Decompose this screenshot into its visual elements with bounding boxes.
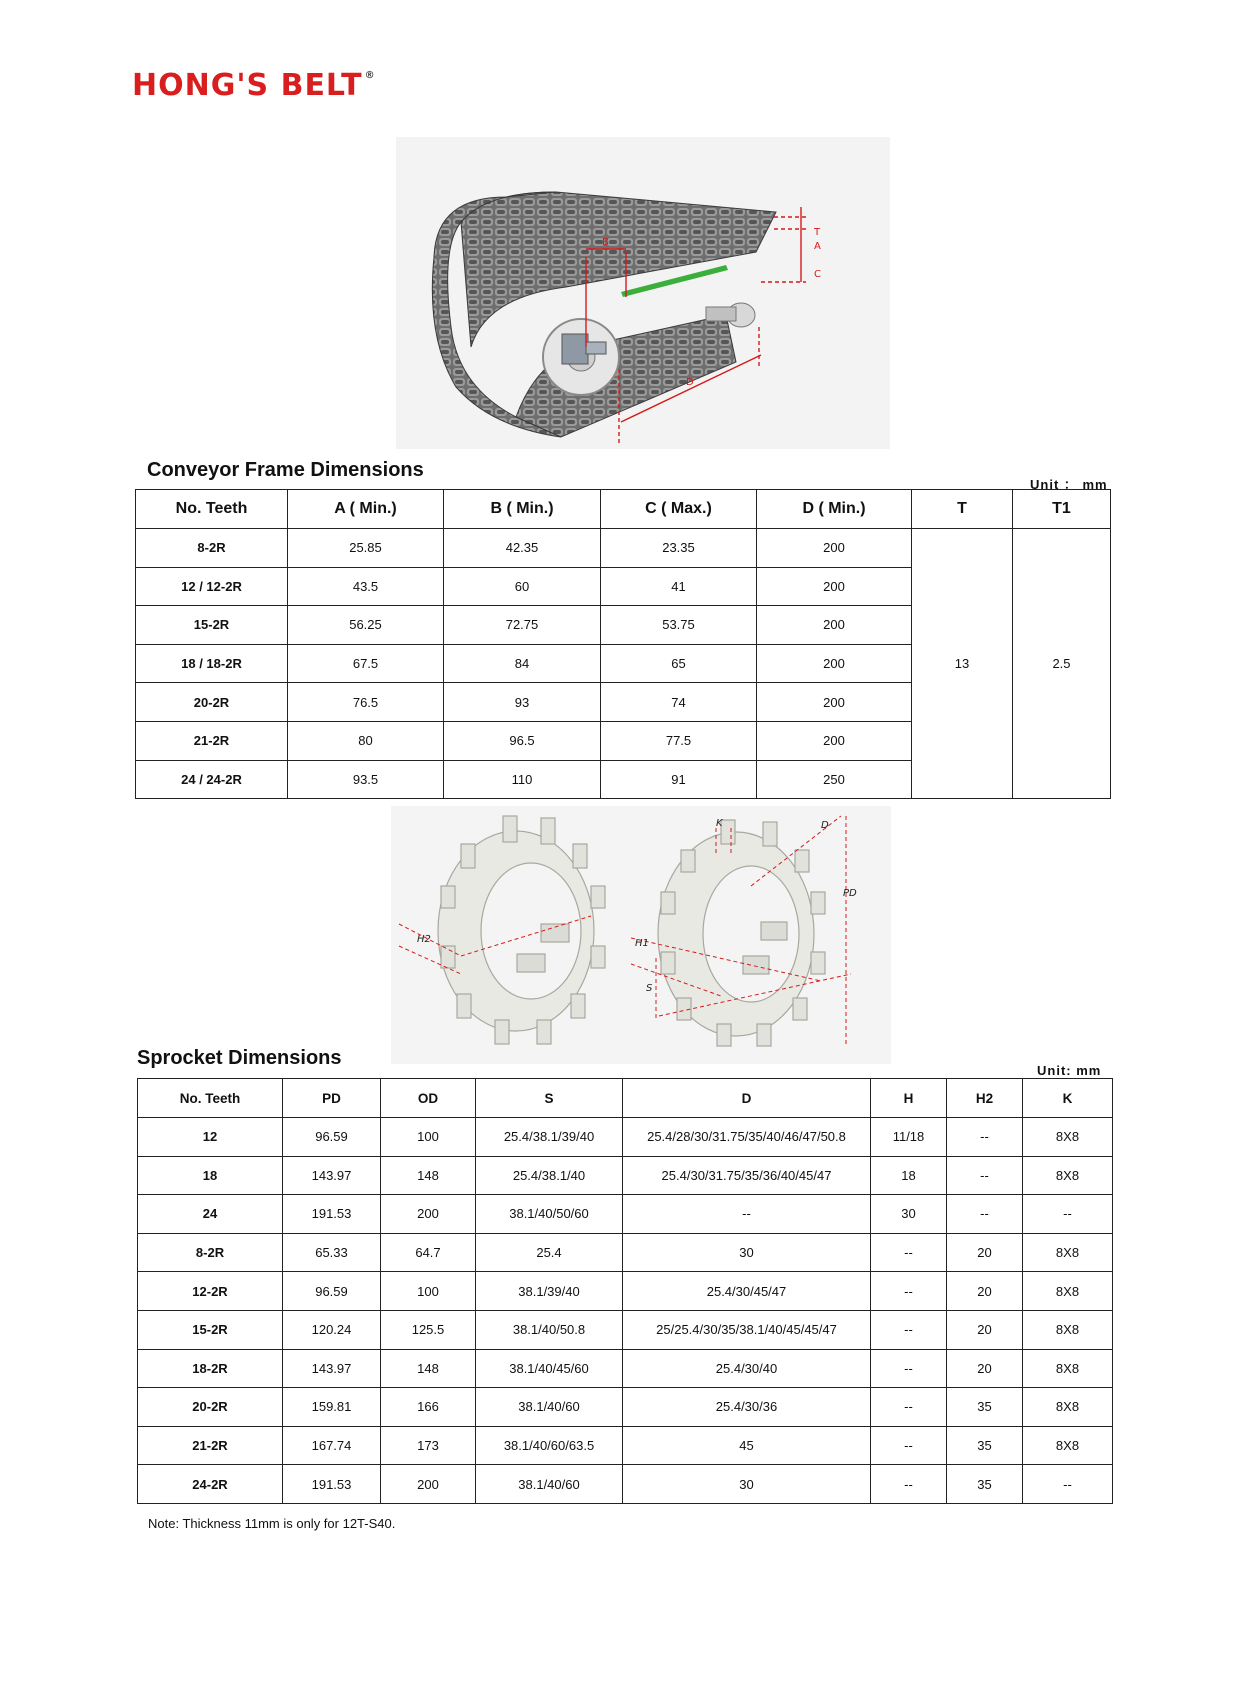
table-cell: 35 (947, 1388, 1023, 1427)
col-header: A ( Min.) (288, 490, 444, 529)
table-cell: 93.5 (288, 760, 444, 799)
table-row (136, 529, 1111, 568)
table-cell: 96.5 (444, 721, 601, 760)
label-b: B (602, 237, 609, 248)
sprocket-drawing (391, 806, 891, 1064)
table-cell: 8X8 (1023, 1388, 1113, 1427)
label-h2: H2 (417, 934, 431, 945)
table-cell: -- (871, 1272, 947, 1311)
brand-name: HONG'S BELT (132, 68, 363, 103)
table-cell: 12 / 12-2R (136, 567, 288, 606)
table-cell: 8X8 (1023, 1349, 1113, 1388)
table-cell: 38.1/40/60/63.5 (476, 1426, 623, 1465)
col-header: K (1023, 1079, 1113, 1118)
table-cell: 15-2R (136, 606, 288, 645)
table-cell: 166 (381, 1388, 476, 1427)
table-cell: 20 (947, 1349, 1023, 1388)
table-cell: 38.1/40/60 (476, 1388, 623, 1427)
col-header: C ( Max.) (601, 490, 757, 529)
table-row (138, 1156, 1113, 1195)
col-header: T1 (1013, 490, 1111, 529)
table-cell: 167.74 (283, 1426, 381, 1465)
table-cell: 96.59 (283, 1118, 381, 1157)
table-cell: 250 (757, 760, 912, 799)
table-cell: -- (871, 1310, 947, 1349)
table-cell: -- (1023, 1195, 1113, 1234)
table-cell: 200 (381, 1465, 476, 1504)
table-row (138, 1118, 1113, 1157)
table-cell: 8X8 (1023, 1272, 1113, 1311)
table-cell: 18 (138, 1156, 283, 1195)
conveyor-belt-illustration (396, 137, 890, 449)
table-header-row (138, 1079, 1113, 1118)
table-cell: 38.1/39/40 (476, 1272, 623, 1311)
table-cell: 8X8 (1023, 1118, 1113, 1157)
table-cell: 64.7 (381, 1233, 476, 1272)
brand-logo (132, 68, 376, 103)
table-cell: 8-2R (138, 1233, 283, 1272)
table-cell: 148 (381, 1156, 476, 1195)
col-header: D (623, 1079, 871, 1118)
table-cell: -- (871, 1233, 947, 1272)
col-header: No. Teeth (136, 490, 288, 529)
table-cell: 8X8 (1023, 1156, 1113, 1195)
table-cell: 200 (757, 606, 912, 645)
col-header: B ( Min.) (444, 490, 601, 529)
table-row (138, 1426, 1113, 1465)
table-cell: 18 / 18-2R (136, 644, 288, 683)
table-cell: 65.33 (283, 1233, 381, 1272)
table-cell: 25.4/38.1/40 (476, 1156, 623, 1195)
table-cell: 110 (444, 760, 601, 799)
table-cell: 41 (601, 567, 757, 606)
sprocket-table (137, 1078, 1113, 1504)
table-cell: 43.5 (288, 567, 444, 606)
table-cell: 21-2R (138, 1426, 283, 1465)
label-k: K (716, 818, 723, 829)
table-cell: 38.1/40/50/60 (476, 1195, 623, 1234)
table-cell: 173 (381, 1426, 476, 1465)
table-cell: 65 (601, 644, 757, 683)
table-cell: 125.5 (381, 1310, 476, 1349)
table-cell: 20 (947, 1233, 1023, 1272)
label-h1: H1 (635, 938, 649, 949)
table-cell: 18 (871, 1156, 947, 1195)
table-cell: -- (871, 1426, 947, 1465)
table-cell: 148 (381, 1349, 476, 1388)
table-cell: 200 (381, 1195, 476, 1234)
table-cell: 24 (138, 1195, 283, 1234)
label-d: D (821, 820, 829, 831)
t1-value-cell: 2.5 (1013, 529, 1111, 799)
table-cell: -- (871, 1349, 947, 1388)
table-cell: 200 (757, 721, 912, 760)
table-row (138, 1195, 1113, 1234)
table-cell: 200 (757, 567, 912, 606)
table-cell: 91 (601, 760, 757, 799)
conveyor-frame-table (135, 489, 1111, 799)
table-cell: 120.24 (283, 1310, 381, 1349)
table-cell: 100 (381, 1118, 476, 1157)
table-cell: 25.4/38.1/39/40 (476, 1118, 623, 1157)
table-cell: 67.5 (288, 644, 444, 683)
frame-section-title: Conveyor Frame Dimensions (147, 459, 424, 481)
table-cell: 77.5 (601, 721, 757, 760)
table-cell: 25.4/30/36 (623, 1388, 871, 1427)
registered-mark: ® (364, 70, 376, 81)
table-cell: 25.85 (288, 529, 444, 568)
table-header-row (136, 490, 1111, 529)
table-cell: -- (871, 1465, 947, 1504)
table-cell: 42.35 (444, 529, 601, 568)
col-header: T (912, 490, 1013, 529)
table-cell: 35 (947, 1426, 1023, 1465)
table-cell: -- (871, 1388, 947, 1427)
col-header: OD (381, 1079, 476, 1118)
col-header: H (871, 1079, 947, 1118)
table-cell: 20-2R (136, 683, 288, 722)
table-cell: 45 (623, 1426, 871, 1465)
label-d: D (686, 377, 694, 388)
table-cell: 24 / 24-2R (136, 760, 288, 799)
table-row (138, 1233, 1113, 1272)
col-header: S (476, 1079, 623, 1118)
table-cell: 25.4 (476, 1233, 623, 1272)
table-cell: 8X8 (1023, 1426, 1113, 1465)
table-cell: 159.81 (283, 1388, 381, 1427)
table-cell: 53.75 (601, 606, 757, 645)
table-cell: 20-2R (138, 1388, 283, 1427)
table-cell: 143.97 (283, 1349, 381, 1388)
sprocket-section-title: Sprocket Dimensions (137, 1047, 342, 1069)
table-cell: 25.4/30/45/47 (623, 1272, 871, 1311)
table-cell: 96.59 (283, 1272, 381, 1311)
table-cell: 38.1/40/60 (476, 1465, 623, 1504)
table-cell: 20 (947, 1310, 1023, 1349)
table-cell: 74 (601, 683, 757, 722)
t-value-cell: 13 (912, 529, 1013, 799)
table-cell: 8X8 (1023, 1310, 1113, 1349)
table-cell: 30 (871, 1195, 947, 1234)
table-cell: -- (947, 1118, 1023, 1157)
table-cell: 38.1/40/50.8 (476, 1310, 623, 1349)
label-pd: PD (843, 888, 857, 899)
table-cell: 25.4/30/31.75/35/36/40/45/47 (623, 1156, 871, 1195)
label-a: A (814, 241, 821, 252)
table-row (138, 1310, 1113, 1349)
label-s: S (646, 983, 653, 994)
sprocket-illustration (391, 806, 891, 1064)
table-cell: 200 (757, 683, 912, 722)
label-c: C (814, 269, 821, 280)
table-cell: -- (623, 1195, 871, 1234)
table-row (138, 1349, 1113, 1388)
table-note: Note: Thickness 11mm is only for 12T-S40. (148, 1516, 396, 1531)
table-cell: -- (1023, 1465, 1113, 1504)
table-cell: 143.97 (283, 1156, 381, 1195)
table-cell: 25.4/30/40 (623, 1349, 871, 1388)
table-cell: 15-2R (138, 1310, 283, 1349)
table-cell: 200 (757, 529, 912, 568)
col-header: No. Teeth (138, 1079, 283, 1118)
table-cell: 30 (623, 1233, 871, 1272)
table-cell: 191.53 (283, 1195, 381, 1234)
table-row (138, 1465, 1113, 1504)
col-header: PD (283, 1079, 381, 1118)
table-cell: 18-2R (138, 1349, 283, 1388)
table-row (138, 1272, 1113, 1311)
table-cell: 56.25 (288, 606, 444, 645)
table-cell: 93 (444, 683, 601, 722)
label-t: T (814, 227, 821, 238)
table-cell: 25/25.4/30/35/38.1/40/45/45/47 (623, 1310, 871, 1349)
table-cell: 11/18 (871, 1118, 947, 1157)
col-header: H2 (947, 1079, 1023, 1118)
table-cell: 60 (444, 567, 601, 606)
table-cell: 21-2R (136, 721, 288, 760)
table-cell: 38.1/40/45/60 (476, 1349, 623, 1388)
table-cell: -- (947, 1195, 1023, 1234)
table-cell: 24-2R (138, 1465, 283, 1504)
table-cell: 20 (947, 1272, 1023, 1311)
table-cell: 80 (288, 721, 444, 760)
conveyor-belt-drawing (396, 137, 890, 449)
table-cell: 191.53 (283, 1465, 381, 1504)
table-cell: 84 (444, 644, 601, 683)
table-cell: 8-2R (136, 529, 288, 568)
table-cell: 23.35 (601, 529, 757, 568)
col-header: D ( Min.) (757, 490, 912, 529)
frame-unit: Unit ： mm (1030, 477, 1108, 492)
table-row (138, 1388, 1113, 1427)
table-cell: 72.75 (444, 606, 601, 645)
table-cell: 35 (947, 1465, 1023, 1504)
table-cell: 76.5 (288, 683, 444, 722)
table-cell: 30 (623, 1465, 871, 1504)
table-cell: 100 (381, 1272, 476, 1311)
table-cell: 25.4/28/30/31.75/35/40/46/47/50.8 (623, 1118, 871, 1157)
sprocket-unit: Unit: mm (1037, 1063, 1102, 1078)
table-cell: -- (947, 1156, 1023, 1195)
table-cell: 200 (757, 644, 912, 683)
table-cell: 12 (138, 1118, 283, 1157)
table-cell: 8X8 (1023, 1233, 1113, 1272)
table-cell: 12-2R (138, 1272, 283, 1311)
